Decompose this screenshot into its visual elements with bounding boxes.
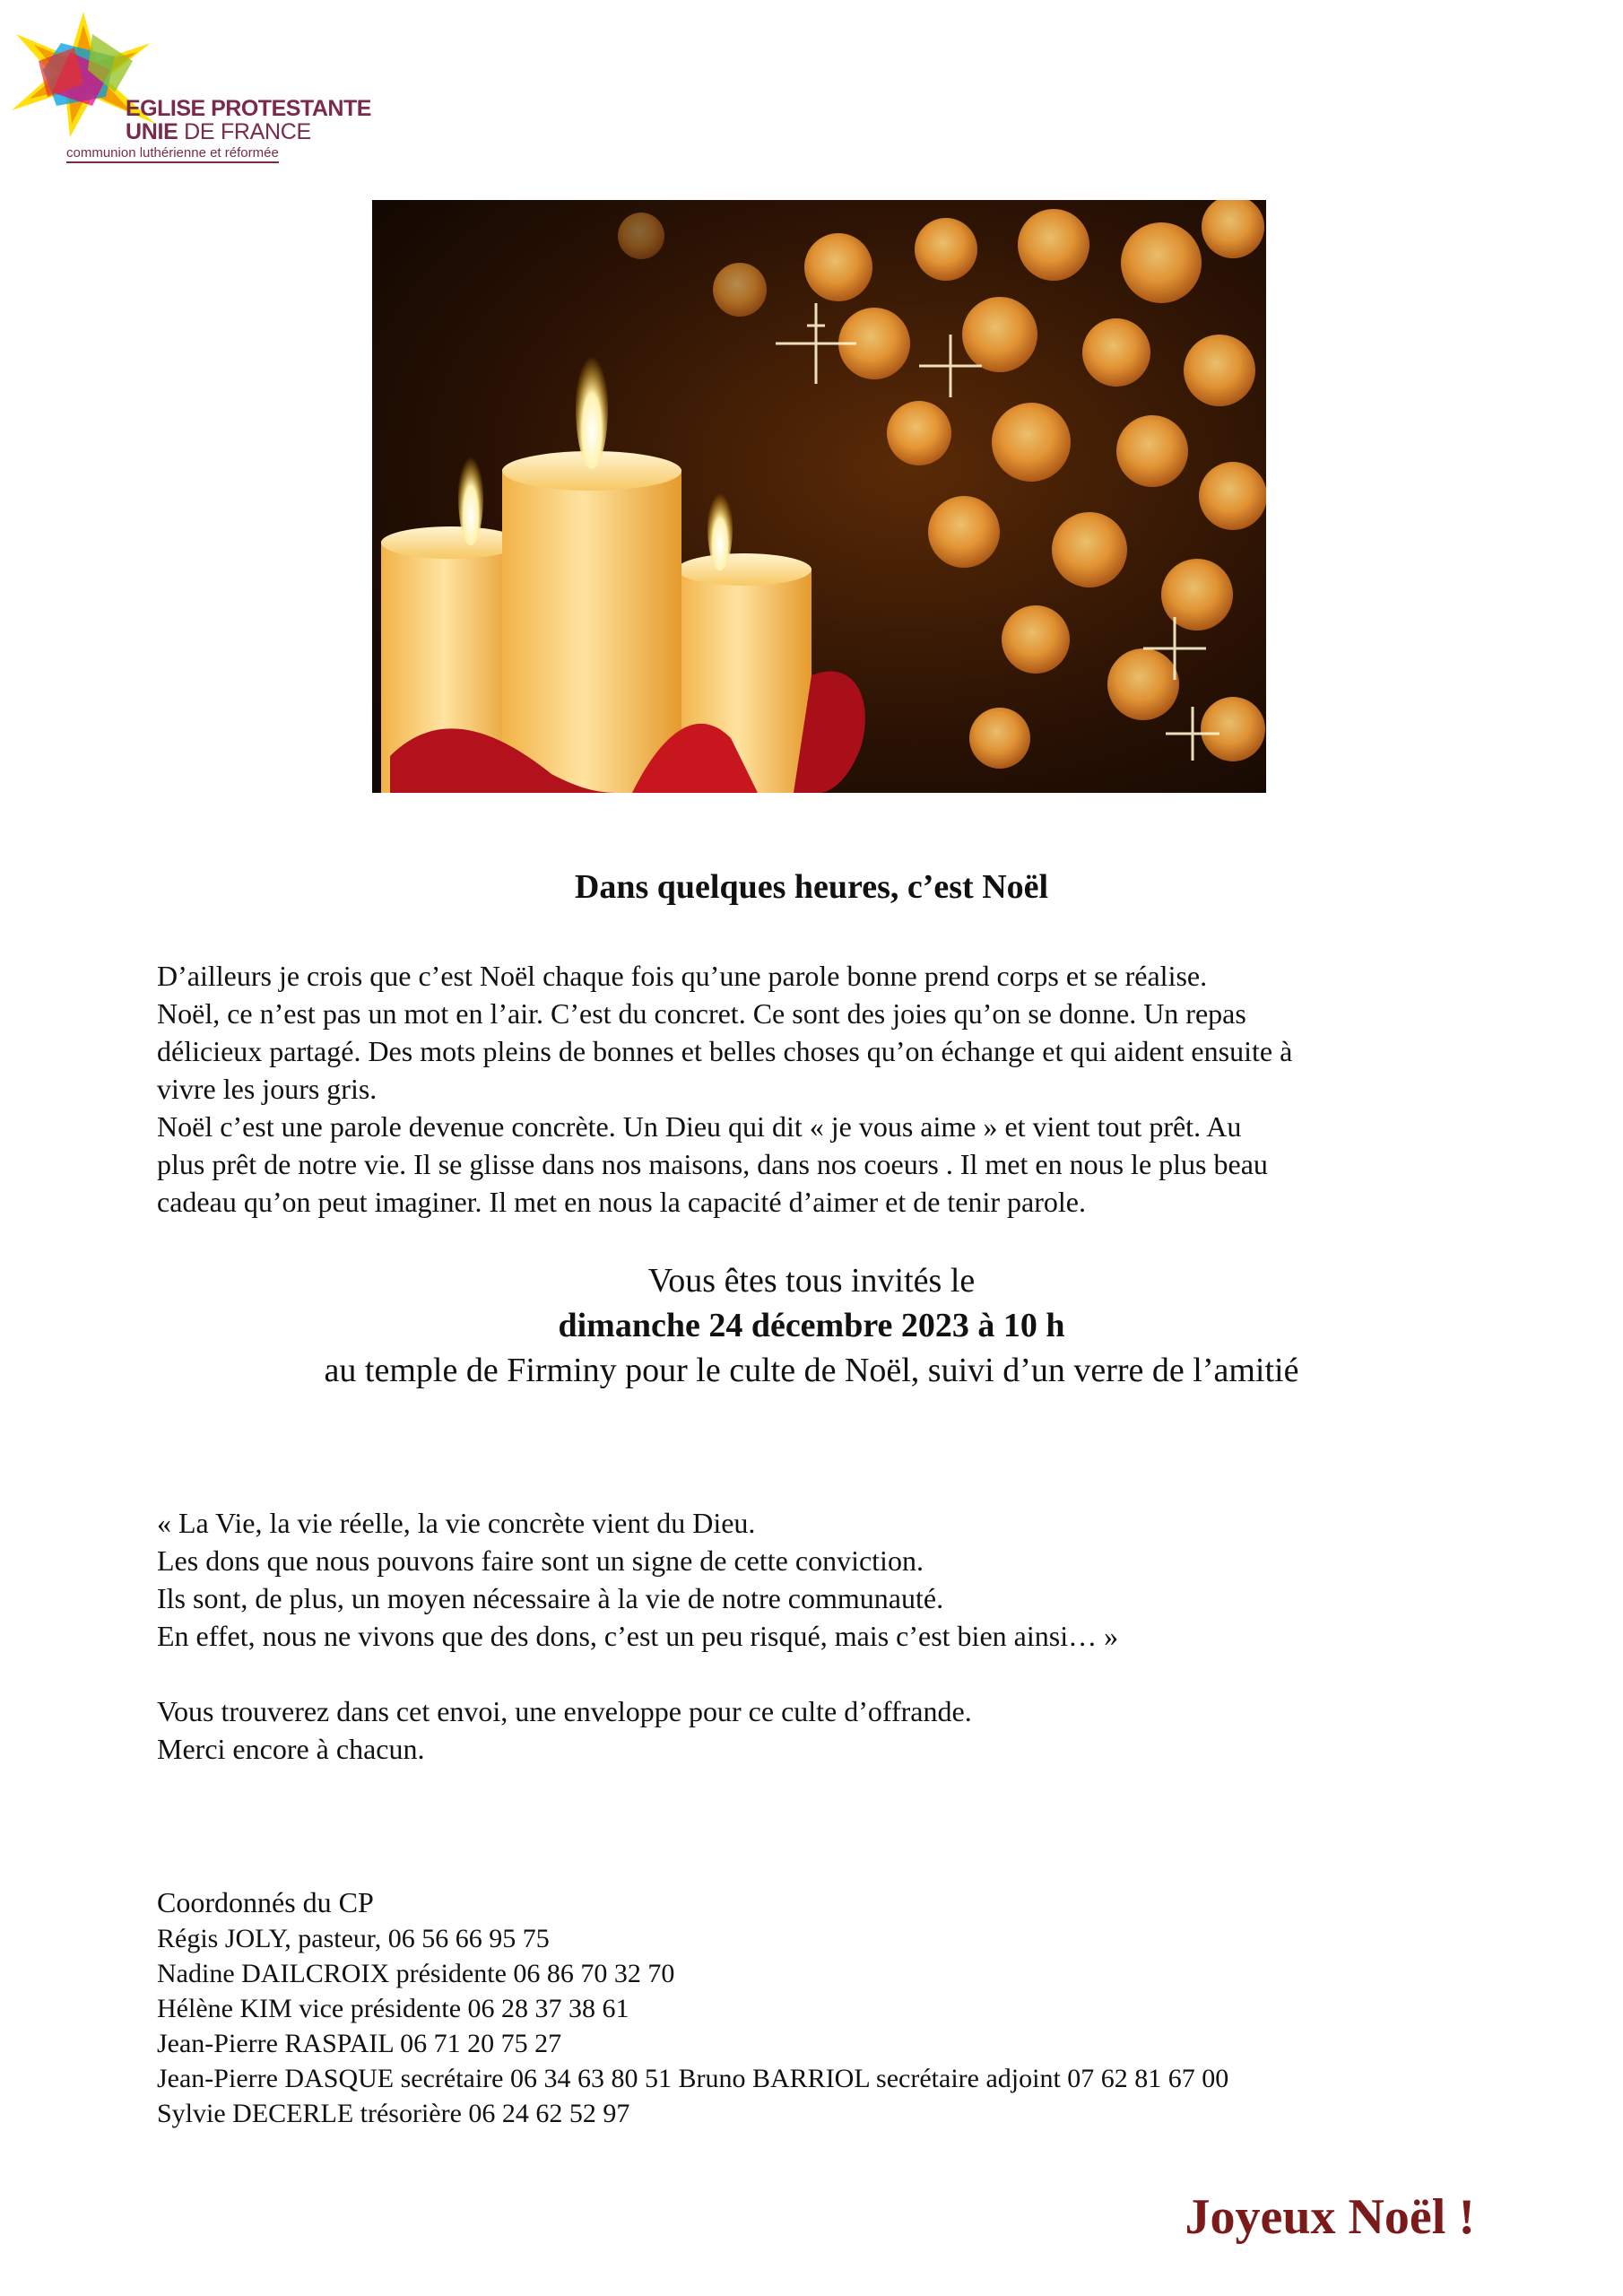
- contact-line: Jean-Pierre DASQUE secrétaire 06 34 63 80 51 Bruno BARRIOL secrétaire adjoint 07 62 81 67 00: [157, 2064, 1229, 2093]
- invitation-line: Vous êtes tous invités le: [647, 1262, 976, 1300]
- contacts-block: [157, 1883, 1547, 2131]
- invitation-location: au temple de Firminy pour le culte de Noël, suivi d’un verre de l’amitié: [324, 1352, 1299, 1389]
- intro-paragraph: [157, 957, 1502, 1221]
- candles-photo-icon: [372, 200, 1266, 793]
- quote-line: Les dons que nous pouvons faire sont un signe de cette conviction.: [157, 1544, 924, 1577]
- church-logo: [7, 7, 371, 169]
- intro-line: cadeau qu’on peut imaginer. Il met en nous la capacité d’aimer et de tenir parole.: [157, 1186, 1086, 1218]
- offering-note: [157, 1692, 1502, 1768]
- quote-line: « La Vie, la vie réelle, la vie concrète vient du Dieu.: [157, 1507, 756, 1539]
- intro-line: Noël c’est une parole devenue concrète. Un Dieu qui dit « je vous aime » et vient tout prêt. Au: [157, 1110, 1242, 1143]
- intro-line: D’ailleurs je crois que c’est Noël chaque fois qu’une parole bonne prend corps et se réalise.: [157, 960, 1208, 992]
- offering-line: Merci encore à chacun.: [157, 1733, 425, 1765]
- contact-line: Régis JOLY, pasteur, 06 56 66 95 75: [157, 1924, 550, 1953]
- contact-line: Sylvie DECERLE trésorière 06 24 62 52 97: [157, 2099, 630, 2128]
- offering-line: Vous trouverez dans cet envoi, une enveloppe pour ce culte d’offrande.: [157, 1695, 972, 1727]
- candles-photo: [372, 200, 1266, 793]
- intro-line: plus prêt de notre vie. Il se glisse dans nos maisons, dans nos coeurs . Il met en nous le plus beau: [157, 1148, 1268, 1180]
- logo-subtitle: [126, 120, 371, 144]
- intro-line: vivre les jours gris.: [157, 1073, 378, 1105]
- intro-line: Noël, ce n’est pas un mot en l’air. C’est du concret. Ce sont des joies qu’on se donne. Un repas: [157, 997, 1246, 1030]
- logo-title: EGLISE PROTESTANTE: [126, 96, 371, 121]
- contact-line: Jean-Pierre RASPAIL 06 71 20 75 27: [157, 2029, 562, 2058]
- invitation-date: dimanche 24 décembre 2023 à 10 h: [558, 1307, 1065, 1344]
- page-title: Dans quelques heures, c’est Noël: [574, 868, 1049, 906]
- quote-line: Ils sont, de plus, un moyen nécessaire à la vie de notre communauté.: [157, 1582, 944, 1614]
- invitation: [0, 1258, 1623, 1393]
- quote-block: [157, 1504, 1502, 1655]
- logo-tagline: communion luthérienne et réformée: [66, 146, 279, 164]
- closing-greeting: Joyeux Noël !: [1185, 2189, 1475, 2245]
- contact-line: Nadine DAILCROIX présidente 06 86 70 32 70: [157, 1959, 675, 1988]
- logo-subtitle-bold: UNIE: [126, 119, 178, 145]
- logo-subtitle-rest: DE FRANCE: [178, 119, 311, 145]
- intro-line: délicieux partagé. Des mots pleins de bonnes et belles choses qu’on échange et qui aident ensuite à: [157, 1035, 1293, 1067]
- contact-line: Hélène KIM vice présidente 06 28 37 38 61: [157, 1994, 629, 2023]
- quote-line: En effet, nous ne vivons que des dons, c’est un peu risqué, mais c’est bien ainsi… »: [157, 1620, 1119, 1652]
- contacts-heading: Coordonnés du CP: [157, 1886, 374, 1918]
